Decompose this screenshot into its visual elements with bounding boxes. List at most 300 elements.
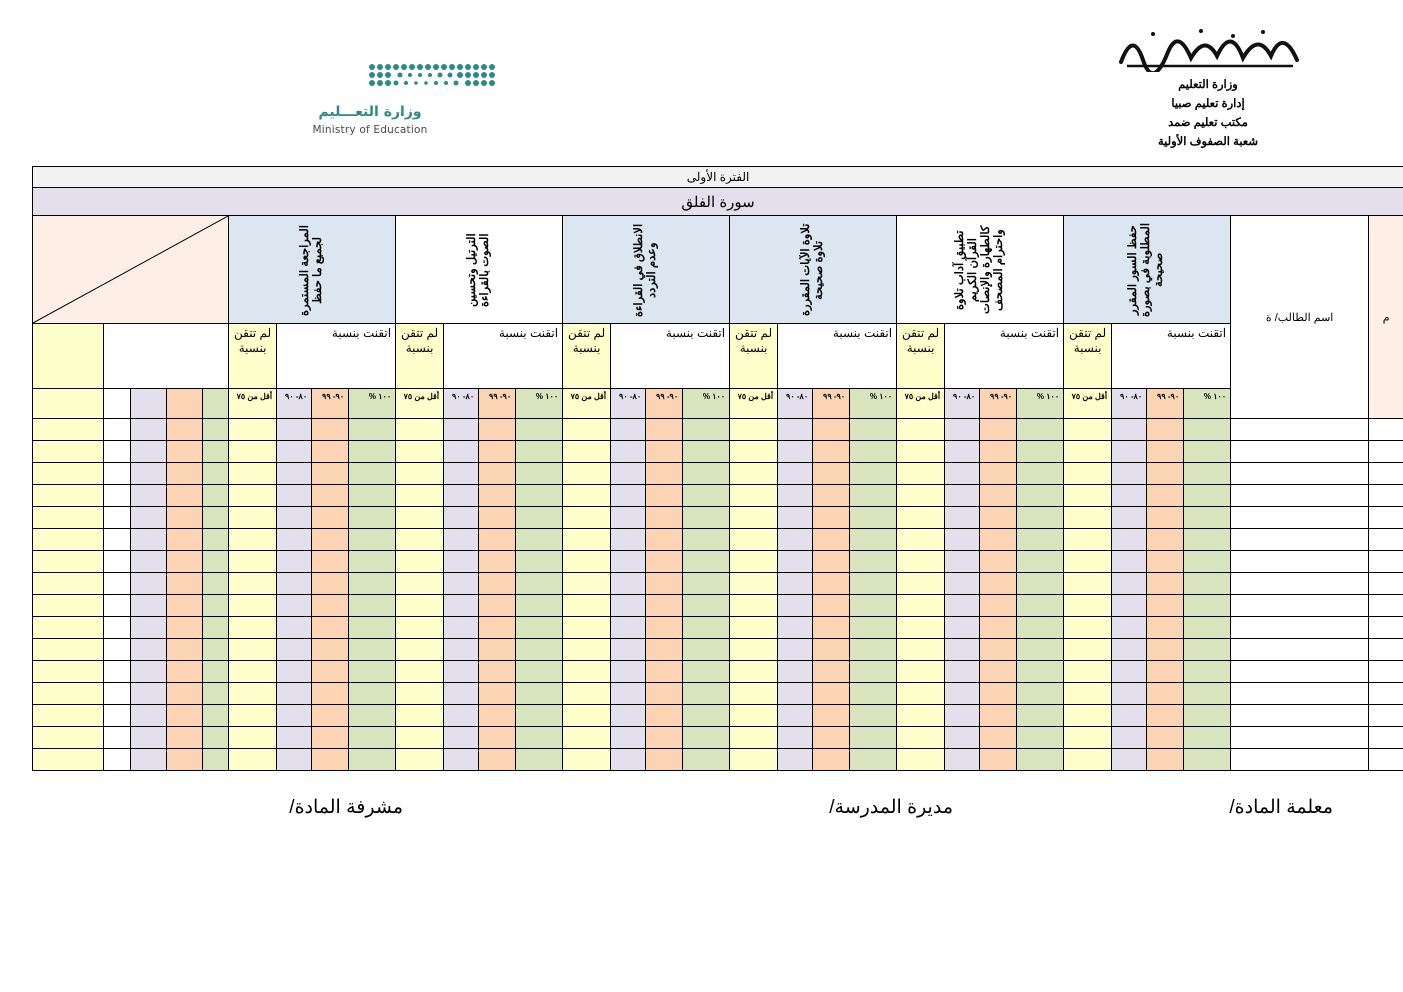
grade-cell[interactable]: [683, 727, 730, 749]
grade-cell[interactable]: [229, 683, 277, 705]
grade-cell[interactable]: [850, 661, 897, 683]
grade-cell[interactable]: [980, 551, 1017, 573]
grade-cell[interactable]: [778, 573, 813, 595]
grade-cell[interactable]: [396, 419, 444, 441]
grade-cell[interactable]: [516, 727, 563, 749]
grade-cell[interactable]: [1017, 485, 1064, 507]
grade-cell[interactable]: [349, 727, 396, 749]
grade-cell[interactable]: [277, 529, 312, 551]
extra-cell[interactable]: [203, 639, 229, 661]
grade-cell[interactable]: [563, 749, 611, 771]
grade-cell[interactable]: [277, 727, 312, 749]
extra-cell[interactable]: [104, 727, 131, 749]
grade-cell[interactable]: [229, 595, 277, 617]
grade-cell[interactable]: [312, 551, 349, 573]
index-cell[interactable]: [1369, 507, 1403, 529]
student-name-cell[interactable]: [1231, 661, 1369, 683]
extra-cell[interactable]: [203, 441, 229, 463]
grade-cell[interactable]: [980, 683, 1017, 705]
grade-cell[interactable]: [1184, 551, 1231, 573]
extra-cell[interactable]: [104, 639, 131, 661]
grade-cell[interactable]: [850, 485, 897, 507]
grade-cell[interactable]: [778, 441, 813, 463]
grade-cell[interactable]: [516, 661, 563, 683]
grade-cell[interactable]: [683, 551, 730, 573]
grade-cell[interactable]: [563, 595, 611, 617]
grade-cell[interactable]: [646, 595, 683, 617]
grade-cell[interactable]: [813, 727, 850, 749]
grade-cell[interactable]: [850, 463, 897, 485]
extra-cell[interactable]: [167, 639, 203, 661]
extra-cell[interactable]: [131, 661, 167, 683]
grade-cell[interactable]: [349, 463, 396, 485]
student-name-cell[interactable]: [1231, 551, 1369, 573]
grade-cell[interactable]: [563, 463, 611, 485]
extra-cell[interactable]: [104, 595, 131, 617]
grade-cell[interactable]: [813, 551, 850, 573]
extra-cell[interactable]: [167, 463, 203, 485]
grade-cell[interactable]: [897, 595, 945, 617]
grade-cell[interactable]: [1184, 705, 1231, 727]
extra-cell[interactable]: [33, 683, 104, 705]
grade-cell[interactable]: [778, 661, 813, 683]
extra-cell[interactable]: [203, 485, 229, 507]
grade-cell[interactable]: [396, 617, 444, 639]
grade-cell[interactable]: [683, 749, 730, 771]
grade-cell[interactable]: [479, 485, 516, 507]
extra-cell[interactable]: [167, 419, 203, 441]
grade-cell[interactable]: [778, 705, 813, 727]
grade-cell[interactable]: [349, 661, 396, 683]
grade-cell[interactable]: [277, 639, 312, 661]
grade-cell[interactable]: [1017, 573, 1064, 595]
grade-cell[interactable]: [479, 529, 516, 551]
extra-cell[interactable]: [33, 705, 104, 727]
grade-cell[interactable]: [1017, 529, 1064, 551]
extra-cell[interactable]: [167, 749, 203, 771]
extra-cell[interactable]: [33, 551, 104, 573]
grade-cell[interactable]: [277, 419, 312, 441]
grade-cell[interactable]: [1112, 639, 1147, 661]
grade-cell[interactable]: [646, 441, 683, 463]
grade-cell[interactable]: [349, 551, 396, 573]
student-name-cell[interactable]: [1231, 441, 1369, 463]
extra-cell[interactable]: [203, 573, 229, 595]
grade-cell[interactable]: [563, 661, 611, 683]
grade-cell[interactable]: [683, 639, 730, 661]
grade-cell[interactable]: [945, 727, 980, 749]
grade-cell[interactable]: [277, 661, 312, 683]
grade-cell[interactable]: [646, 639, 683, 661]
grade-cell[interactable]: [980, 617, 1017, 639]
grade-cell[interactable]: [444, 661, 479, 683]
grade-cell[interactable]: [611, 661, 646, 683]
grade-cell[interactable]: [850, 617, 897, 639]
extra-cell[interactable]: [104, 485, 131, 507]
grade-cell[interactable]: [1112, 749, 1147, 771]
grade-cell[interactable]: [850, 595, 897, 617]
grade-cell[interactable]: [1112, 441, 1147, 463]
grade-cell[interactable]: [1112, 551, 1147, 573]
extra-cell[interactable]: [203, 529, 229, 551]
grade-cell[interactable]: [778, 683, 813, 705]
index-cell[interactable]: [1369, 485, 1403, 507]
grade-cell[interactable]: [945, 573, 980, 595]
grade-cell[interactable]: [850, 639, 897, 661]
grade-cell[interactable]: [683, 573, 730, 595]
extra-cell[interactable]: [167, 595, 203, 617]
extra-cell[interactable]: [104, 463, 131, 485]
grade-cell[interactable]: [945, 485, 980, 507]
grade-cell[interactable]: [730, 485, 778, 507]
grade-cell[interactable]: [1017, 551, 1064, 573]
grade-cell[interactable]: [479, 507, 516, 529]
grade-cell[interactable]: [730, 573, 778, 595]
grade-cell[interactable]: [897, 441, 945, 463]
grade-cell[interactable]: [1184, 727, 1231, 749]
grade-cell[interactable]: [730, 705, 778, 727]
grade-cell[interactable]: [312, 419, 349, 441]
grade-cell[interactable]: [945, 617, 980, 639]
grade-cell[interactable]: [980, 529, 1017, 551]
extra-cell[interactable]: [167, 573, 203, 595]
grade-cell[interactable]: [813, 463, 850, 485]
grade-cell[interactable]: [683, 683, 730, 705]
grade-cell[interactable]: [479, 595, 516, 617]
grade-cell[interactable]: [396, 639, 444, 661]
grade-cell[interactable]: [1147, 683, 1184, 705]
grade-cell[interactable]: [850, 573, 897, 595]
grade-cell[interactable]: [611, 441, 646, 463]
grade-cell[interactable]: [1184, 419, 1231, 441]
extra-cell[interactable]: [33, 463, 104, 485]
grade-cell[interactable]: [444, 441, 479, 463]
grade-cell[interactable]: [646, 573, 683, 595]
grade-cell[interactable]: [1112, 683, 1147, 705]
grade-cell[interactable]: [897, 463, 945, 485]
extra-cell[interactable]: [203, 507, 229, 529]
index-cell[interactable]: [1369, 683, 1403, 705]
grade-cell[interactable]: [850, 529, 897, 551]
grade-cell[interactable]: [1147, 661, 1184, 683]
extra-cell[interactable]: [131, 485, 167, 507]
grade-cell[interactable]: [516, 485, 563, 507]
grade-cell[interactable]: [1064, 529, 1112, 551]
student-name-cell[interactable]: [1231, 639, 1369, 661]
student-name-cell[interactable]: [1231, 463, 1369, 485]
grade-cell[interactable]: [897, 727, 945, 749]
extra-cell[interactable]: [33, 727, 104, 749]
grade-cell[interactable]: [1147, 727, 1184, 749]
grade-cell[interactable]: [444, 463, 479, 485]
grade-cell[interactable]: [229, 749, 277, 771]
grade-cell[interactable]: [813, 441, 850, 463]
grade-cell[interactable]: [778, 617, 813, 639]
grade-cell[interactable]: [312, 573, 349, 595]
grade-cell[interactable]: [277, 595, 312, 617]
grade-cell[interactable]: [1064, 507, 1112, 529]
grade-cell[interactable]: [1064, 661, 1112, 683]
grade-cell[interactable]: [229, 463, 277, 485]
extra-cell[interactable]: [167, 617, 203, 639]
grade-cell[interactable]: [1184, 463, 1231, 485]
index-cell[interactable]: [1369, 441, 1403, 463]
grade-cell[interactable]: [563, 441, 611, 463]
grade-cell[interactable]: [229, 639, 277, 661]
grade-cell[interactable]: [980, 727, 1017, 749]
grade-cell[interactable]: [312, 529, 349, 551]
grade-cell[interactable]: [1112, 485, 1147, 507]
grade-cell[interactable]: [1112, 617, 1147, 639]
grade-cell[interactable]: [1112, 727, 1147, 749]
grade-cell[interactable]: [312, 617, 349, 639]
grade-cell[interactable]: [444, 507, 479, 529]
extra-cell[interactable]: [131, 507, 167, 529]
grade-cell[interactable]: [813, 419, 850, 441]
grade-cell[interactable]: [850, 441, 897, 463]
grade-cell[interactable]: [1064, 705, 1112, 727]
grade-cell[interactable]: [479, 419, 516, 441]
grade-cell[interactable]: [1184, 573, 1231, 595]
extra-cell[interactable]: [104, 573, 131, 595]
grade-cell[interactable]: [563, 705, 611, 727]
grade-cell[interactable]: [396, 727, 444, 749]
extra-cell[interactable]: [33, 749, 104, 771]
grade-cell[interactable]: [444, 749, 479, 771]
grade-cell[interactable]: [730, 617, 778, 639]
grade-cell[interactable]: [312, 463, 349, 485]
grade-cell[interactable]: [229, 661, 277, 683]
grade-cell[interactable]: [1147, 419, 1184, 441]
grade-cell[interactable]: [396, 683, 444, 705]
grade-cell[interactable]: [945, 463, 980, 485]
extra-cell[interactable]: [33, 529, 104, 551]
grade-cell[interactable]: [683, 485, 730, 507]
grade-cell[interactable]: [396, 595, 444, 617]
grade-cell[interactable]: [444, 419, 479, 441]
grade-cell[interactable]: [980, 485, 1017, 507]
extra-cell[interactable]: [131, 617, 167, 639]
grade-cell[interactable]: [349, 485, 396, 507]
grade-cell[interactable]: [730, 661, 778, 683]
grade-cell[interactable]: [778, 485, 813, 507]
grade-cell[interactable]: [1064, 463, 1112, 485]
grade-cell[interactable]: [980, 463, 1017, 485]
grade-cell[interactable]: [730, 639, 778, 661]
student-name-cell[interactable]: [1231, 749, 1369, 771]
extra-cell[interactable]: [131, 551, 167, 573]
extra-cell[interactable]: [167, 485, 203, 507]
grade-cell[interactable]: [1017, 463, 1064, 485]
grade-cell[interactable]: [1147, 705, 1184, 727]
grade-cell[interactable]: [897, 683, 945, 705]
grade-cell[interactable]: [516, 419, 563, 441]
grade-cell[interactable]: [563, 727, 611, 749]
grade-cell[interactable]: [1147, 749, 1184, 771]
extra-cell[interactable]: [131, 463, 167, 485]
grade-cell[interactable]: [516, 551, 563, 573]
grade-cell[interactable]: [516, 749, 563, 771]
grade-cell[interactable]: [683, 661, 730, 683]
grade-cell[interactable]: [516, 507, 563, 529]
grade-cell[interactable]: [813, 595, 850, 617]
grade-cell[interactable]: [444, 683, 479, 705]
grade-cell[interactable]: [479, 551, 516, 573]
grade-cell[interactable]: [897, 485, 945, 507]
grade-cell[interactable]: [813, 507, 850, 529]
extra-cell[interactable]: [131, 529, 167, 551]
grade-cell[interactable]: [850, 419, 897, 441]
grade-cell[interactable]: [229, 573, 277, 595]
extra-cell[interactable]: [33, 661, 104, 683]
grade-cell[interactable]: [1147, 485, 1184, 507]
grade-cell[interactable]: [349, 749, 396, 771]
grade-cell[interactable]: [277, 463, 312, 485]
student-name-cell[interactable]: [1231, 507, 1369, 529]
grade-cell[interactable]: [1064, 617, 1112, 639]
grade-cell[interactable]: [850, 705, 897, 727]
grade-cell[interactable]: [980, 661, 1017, 683]
grade-cell[interactable]: [611, 485, 646, 507]
index-cell[interactable]: [1369, 661, 1403, 683]
grade-cell[interactable]: [850, 683, 897, 705]
grade-cell[interactable]: [516, 529, 563, 551]
grade-cell[interactable]: [312, 595, 349, 617]
grade-cell[interactable]: [277, 441, 312, 463]
grade-cell[interactable]: [1184, 749, 1231, 771]
grade-cell[interactable]: [813, 485, 850, 507]
grade-cell[interactable]: [980, 507, 1017, 529]
grade-cell[interactable]: [1064, 683, 1112, 705]
grade-cell[interactable]: [516, 573, 563, 595]
grade-cell[interactable]: [479, 705, 516, 727]
grade-cell[interactable]: [516, 683, 563, 705]
grade-cell[interactable]: [479, 441, 516, 463]
grade-cell[interactable]: [778, 639, 813, 661]
grade-cell[interactable]: [1147, 463, 1184, 485]
grade-cell[interactable]: [683, 705, 730, 727]
extra-cell[interactable]: [131, 683, 167, 705]
grade-cell[interactable]: [850, 749, 897, 771]
grade-cell[interactable]: [516, 617, 563, 639]
student-name-cell[interactable]: [1231, 705, 1369, 727]
grade-cell[interactable]: [444, 485, 479, 507]
grade-cell[interactable]: [897, 551, 945, 573]
grade-cell[interactable]: [479, 661, 516, 683]
extra-cell[interactable]: [167, 507, 203, 529]
extra-cell[interactable]: [131, 595, 167, 617]
grade-cell[interactable]: [444, 617, 479, 639]
grade-cell[interactable]: [945, 529, 980, 551]
grade-cell[interactable]: [646, 617, 683, 639]
grade-cell[interactable]: [479, 573, 516, 595]
grade-cell[interactable]: [277, 485, 312, 507]
grade-cell[interactable]: [813, 529, 850, 551]
grade-cell[interactable]: [1147, 573, 1184, 595]
grade-cell[interactable]: [312, 441, 349, 463]
grade-cell[interactable]: [945, 595, 980, 617]
grade-cell[interactable]: [611, 705, 646, 727]
grade-cell[interactable]: [396, 463, 444, 485]
grade-cell[interactable]: [646, 683, 683, 705]
extra-cell[interactable]: [167, 551, 203, 573]
grade-cell[interactable]: [349, 595, 396, 617]
extra-cell[interactable]: [167, 661, 203, 683]
grade-cell[interactable]: [312, 727, 349, 749]
grade-cell[interactable]: [396, 441, 444, 463]
grade-cell[interactable]: [1017, 683, 1064, 705]
grade-cell[interactable]: [1064, 441, 1112, 463]
grade-cell[interactable]: [516, 441, 563, 463]
grade-cell[interactable]: [730, 749, 778, 771]
grade-cell[interactable]: [277, 551, 312, 573]
extra-cell[interactable]: [104, 551, 131, 573]
grade-cell[interactable]: [229, 419, 277, 441]
grade-cell[interactable]: [563, 617, 611, 639]
extra-cell[interactable]: [33, 441, 104, 463]
grade-cell[interactable]: [563, 507, 611, 529]
grade-cell[interactable]: [479, 617, 516, 639]
grade-cell[interactable]: [229, 727, 277, 749]
grade-cell[interactable]: [1017, 507, 1064, 529]
grade-cell[interactable]: [646, 529, 683, 551]
grade-cell[interactable]: [229, 617, 277, 639]
index-cell[interactable]: [1369, 419, 1403, 441]
grade-cell[interactable]: [945, 639, 980, 661]
grade-cell[interactable]: [897, 507, 945, 529]
grade-cell[interactable]: [980, 573, 1017, 595]
extra-cell[interactable]: [203, 705, 229, 727]
grade-cell[interactable]: [1112, 595, 1147, 617]
grade-cell[interactable]: [312, 507, 349, 529]
grade-cell[interactable]: [444, 639, 479, 661]
extra-cell[interactable]: [131, 749, 167, 771]
grade-cell[interactable]: [396, 551, 444, 573]
index-cell[interactable]: [1369, 463, 1403, 485]
index-cell[interactable]: [1369, 705, 1403, 727]
grade-cell[interactable]: [778, 507, 813, 529]
grade-cell[interactable]: [980, 705, 1017, 727]
grade-cell[interactable]: [563, 639, 611, 661]
extra-cell[interactable]: [203, 419, 229, 441]
grade-cell[interactable]: [850, 507, 897, 529]
student-name-cell[interactable]: [1231, 485, 1369, 507]
grade-cell[interactable]: [813, 661, 850, 683]
grade-cell[interactable]: [778, 727, 813, 749]
grade-cell[interactable]: [1147, 639, 1184, 661]
grade-cell[interactable]: [1064, 419, 1112, 441]
grade-cell[interactable]: [683, 595, 730, 617]
grade-cell[interactable]: [396, 573, 444, 595]
grade-cell[interactable]: [897, 573, 945, 595]
index-cell[interactable]: [1369, 639, 1403, 661]
extra-cell[interactable]: [131, 639, 167, 661]
grade-cell[interactable]: [778, 749, 813, 771]
grade-cell[interactable]: [277, 617, 312, 639]
grade-cell[interactable]: [1184, 595, 1231, 617]
extra-cell[interactable]: [33, 485, 104, 507]
grade-cell[interactable]: [1184, 485, 1231, 507]
grade-cell[interactable]: [1147, 617, 1184, 639]
grade-cell[interactable]: [1184, 661, 1231, 683]
grade-cell[interactable]: [1017, 749, 1064, 771]
student-name-cell[interactable]: [1231, 683, 1369, 705]
grade-cell[interactable]: [730, 683, 778, 705]
grade-cell[interactable]: [479, 749, 516, 771]
grade-cell[interactable]: [850, 551, 897, 573]
grade-cell[interactable]: [396, 661, 444, 683]
grade-cell[interactable]: [229, 529, 277, 551]
